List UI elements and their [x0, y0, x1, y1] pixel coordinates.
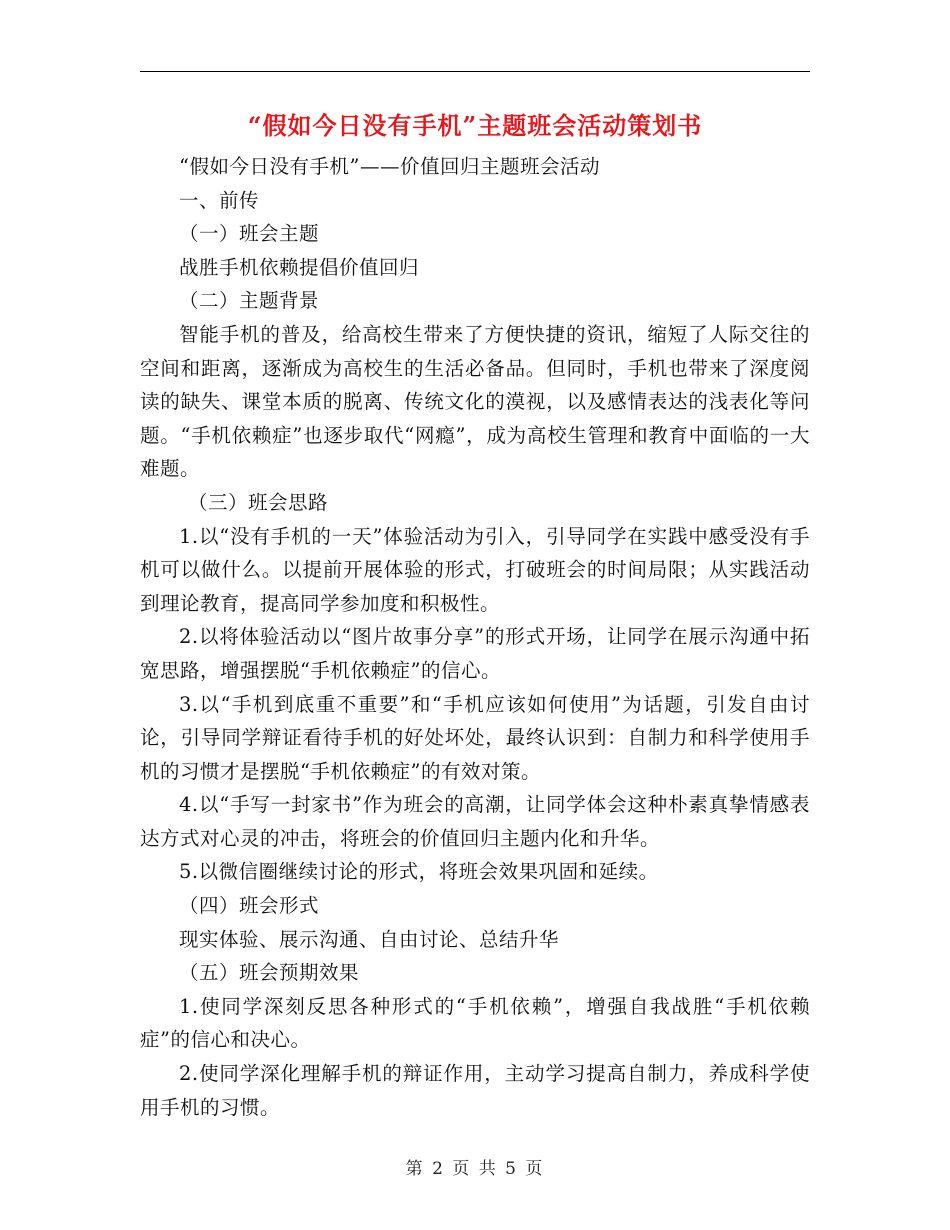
document-title: “假如今日没有手机”主题班会活动策划书	[247, 111, 703, 140]
document-body	[140, 150, 810, 1124]
list-item-paragraph: 1.使同学深刻反思各种形式的“手机依赖”，增强自我战胜“手机依赖症”的信心和决心。	[140, 994, 810, 1052]
header-rule	[140, 71, 810, 72]
subsection-heading: （一）班会主题	[179, 222, 320, 246]
page-number: 第 2 页 共 5 页	[405, 1159, 545, 1179]
list-item-paragraph: 4.以“手写一封家书”作为班会的高潮，让同学体会这种朴素真挚情感表达方式对心灵的冲击，将班会的价值回归主题内化和升华。	[140, 793, 810, 850]
section-heading: 一、前传	[179, 188, 260, 212]
list-item-paragraph: 1.以“没有手机的一天”体验活动为引入，引导同学在实践中感受没有手机可以做什么。以提前开展体验的形式，打破班会的时间局限；从实践活动到理论教育，提高同学参加度和积极性。	[140, 524, 810, 615]
list-item-paragraph: 2.以将体验活动以“图片故事分享”的形式开场，让同学在展示沟通中拓宽思路，增强摆脱“手机依赖症”的信心。	[140, 625, 810, 682]
body-paragraph: 智能手机的普及，给高校生带来了方便快捷的资讯，缩短了人际交往的空间和距离，逐渐成为高校生的生活必备品。但同时，手机也带来了深度阅读的缺失、课堂本质的脱离、传统文化的漠视，以及感情表达的浅表化等问题。“手机依赖症”也逐步取代“网瘾”，成为高校生管理和教育中面临的一大难题。	[140, 322, 810, 481]
subsection-heading: （四）班会形式	[179, 894, 320, 918]
body-paragraph: 现实体验、展示沟通、自由讨论、总结升华	[179, 927, 560, 951]
subsection-heading: （二）主题背景	[179, 289, 320, 313]
subtitle-paragraph: “假如今日没有手机”——价值回归主题班会活动	[179, 155, 600, 178]
subsection-heading: （五）班会预期效果	[179, 961, 360, 985]
subsection-heading: （三）班会思路	[188, 490, 329, 514]
list-item-paragraph: 3.以“手机到底重不重要”和“手机应该如何使用”为话题，引发自由讨论，引导同学辩证看待手机的好处坏处，最终认识到：自制力和科学使用手机的习惯才是摆脱“手机依赖症”的有效对策。	[140, 692, 810, 783]
body-paragraph: 战胜手机依赖提倡价值回归	[179, 255, 420, 279]
list-item-paragraph: 2.使同学深化理解手机的辩证作用，主动学习提高自制力，养成科学使用手机的习惯。	[140, 1062, 810, 1119]
list-item-paragraph: 5.以微信圈继续讨论的形式，将班会效果巩固和延续。	[179, 860, 659, 884]
